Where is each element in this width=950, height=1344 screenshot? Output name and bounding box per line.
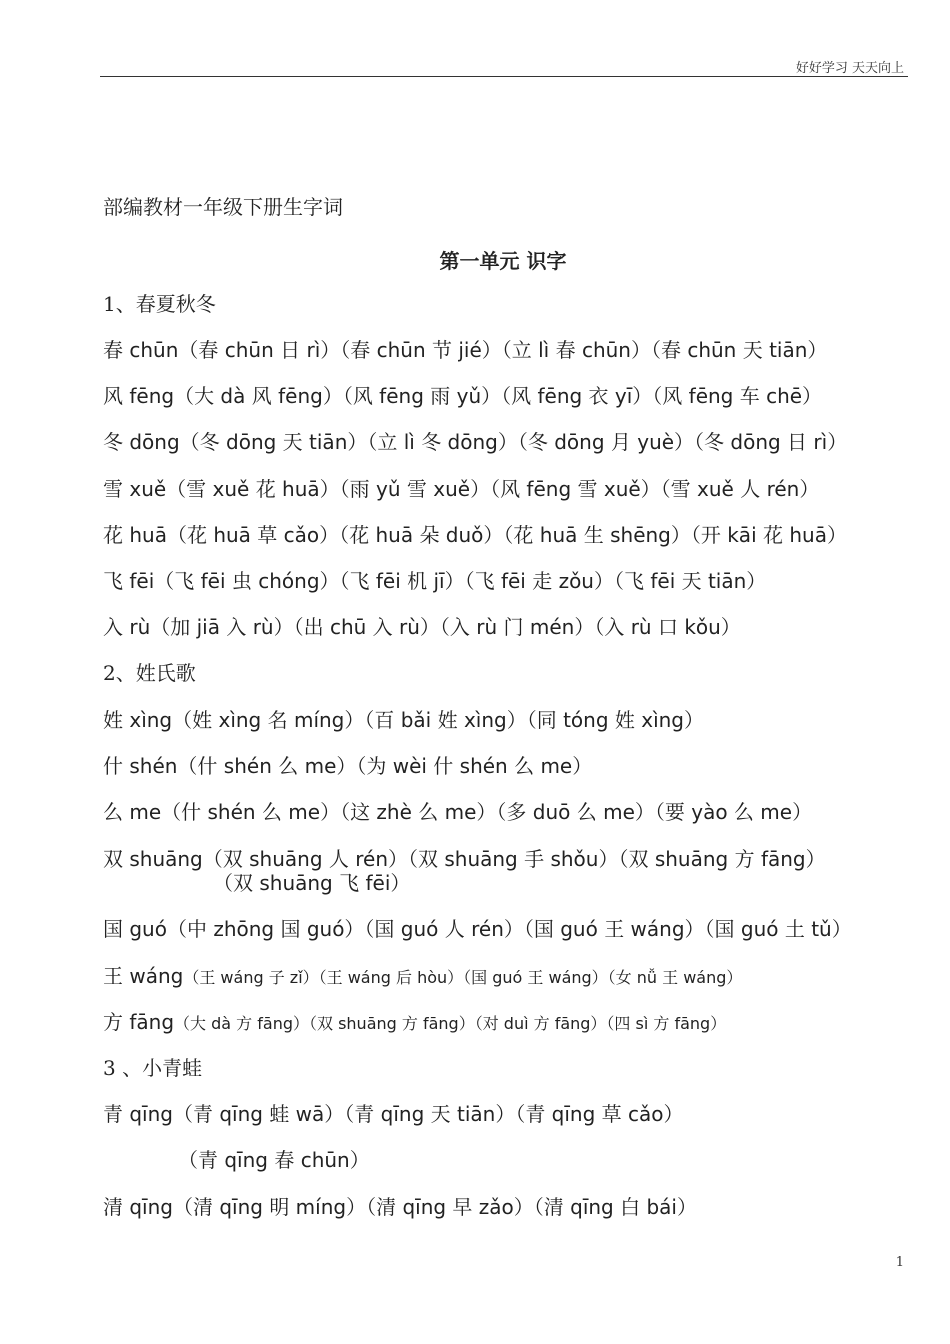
word-line-fang <box>103 1010 726 1036</box>
word-line-wang <box>103 964 742 990</box>
word-line-xue: 雪 xuě（雪 xuě 花 huā）（雨 yǔ 雪 xuě）（风 fēng 雪 xuě）（雪 xuě 人 rén） <box>103 477 820 501</box>
word-line-qing: 青 qīng（青 qīng 蛙 wā）（青 qīng 天 tiān）（青 qīng 草 cǎo） <box>103 1102 684 1126</box>
word-line-hua: 花 huā（花 huā 草 cǎo）（花 huā 朵 duǒ）（花 huā 生 shēng）（开 kāi 花 huā） <box>103 523 847 547</box>
word-head-wang: 王 wáng <box>103 964 184 988</box>
word-line-feng: 风 fēng（大 dà 风 fēng）（风 fēng 雨 yǔ）（风 fēng 衣 yī）（风 fēng 车 chē） <box>103 384 823 408</box>
word-line-shuang: 双 shuāng（双 shuāng 人 rén）（双 shuāng 手 shǒu）（双 shuāng 方 fāng） <box>103 847 826 871</box>
page-number: 1 <box>895 1255 904 1270</box>
word-list-wang: （王 wáng 子 zǐ）（王 wáng 后 hòu）（国 guó 王 wáng）（女 nǚ 王 wáng） <box>183 968 743 987</box>
word-line-shen: 什 shén（什 shén 么 me）（为 wèi 什 shén 么 me） <box>103 754 593 778</box>
word-line-xing: 姓 xìng（姓 xìng 名 míng）（百 bǎi 姓 xìng）（同 tóng 姓 xìng） <box>103 708 704 732</box>
word-line-me: 么 me（什 shén 么 me）（这 zhè 么 me）（多 duō 么 me）（要 yào 么 me） <box>103 800 813 824</box>
word-line-ru: 入 rù（加 jiā 入 rù）（出 chū 入 rù）（入 rù 门 mén）（入 rù 口 kǒu） <box>103 615 741 639</box>
header-divider <box>100 76 908 77</box>
lesson-heading-3: 3 、小青蛙 <box>103 1056 203 1080</box>
document-title: 部编教材一年级下册生字词 <box>103 195 343 219</box>
word-line-guo: 国 guó（中 zhōng 国 guó）（国 guó 人 rén）（国 guó 王 wáng）（国 guó 土 tǔ） <box>103 917 852 941</box>
word-line-chun: 春 chūn（春 chūn 日 rì）（春 chūn 节 jié）（立 lì 春 chūn）（春 chūn 天 tiān） <box>103 338 828 362</box>
unit-title: 第一单元 识字 <box>439 249 567 273</box>
word-line-fei: 飞 fēi（飞 fēi 虫 chóng）（飞 fēi 机 jī）（飞 fēi 走 zǒu）（飞 fēi 天 tiān） <box>103 569 767 593</box>
word-line-qing-cont: （青 qīng 春 chūn） <box>178 1148 370 1172</box>
lesson-heading-1: 1、春夏秋冬 <box>103 292 216 316</box>
lesson-heading-2: 2、姓氏歌 <box>103 661 196 685</box>
page-header-text: 好好学习 天天向上 <box>795 61 904 76</box>
word-line-shuang-cont: （双 shuāng 飞 fēi） <box>213 871 411 895</box>
word-list-fang: （大 dà 方 fāng）（双 shuāng 方 fāng）（对 duì 方 fāng）（四 sì 方 fāng） <box>174 1014 727 1033</box>
word-line-qing-clear: 清 qīng（清 qīng 明 míng）（清 qīng 早 zǎo）（清 qīng 白 bái） <box>103 1195 697 1219</box>
word-head-fang: 方 fāng <box>103 1010 175 1034</box>
word-line-dong: 冬 dōng（冬 dōng 天 tiān）（立 lì 冬 dōng）（冬 dōng 月 yuè）（冬 dōng 日 rì） <box>103 430 848 454</box>
